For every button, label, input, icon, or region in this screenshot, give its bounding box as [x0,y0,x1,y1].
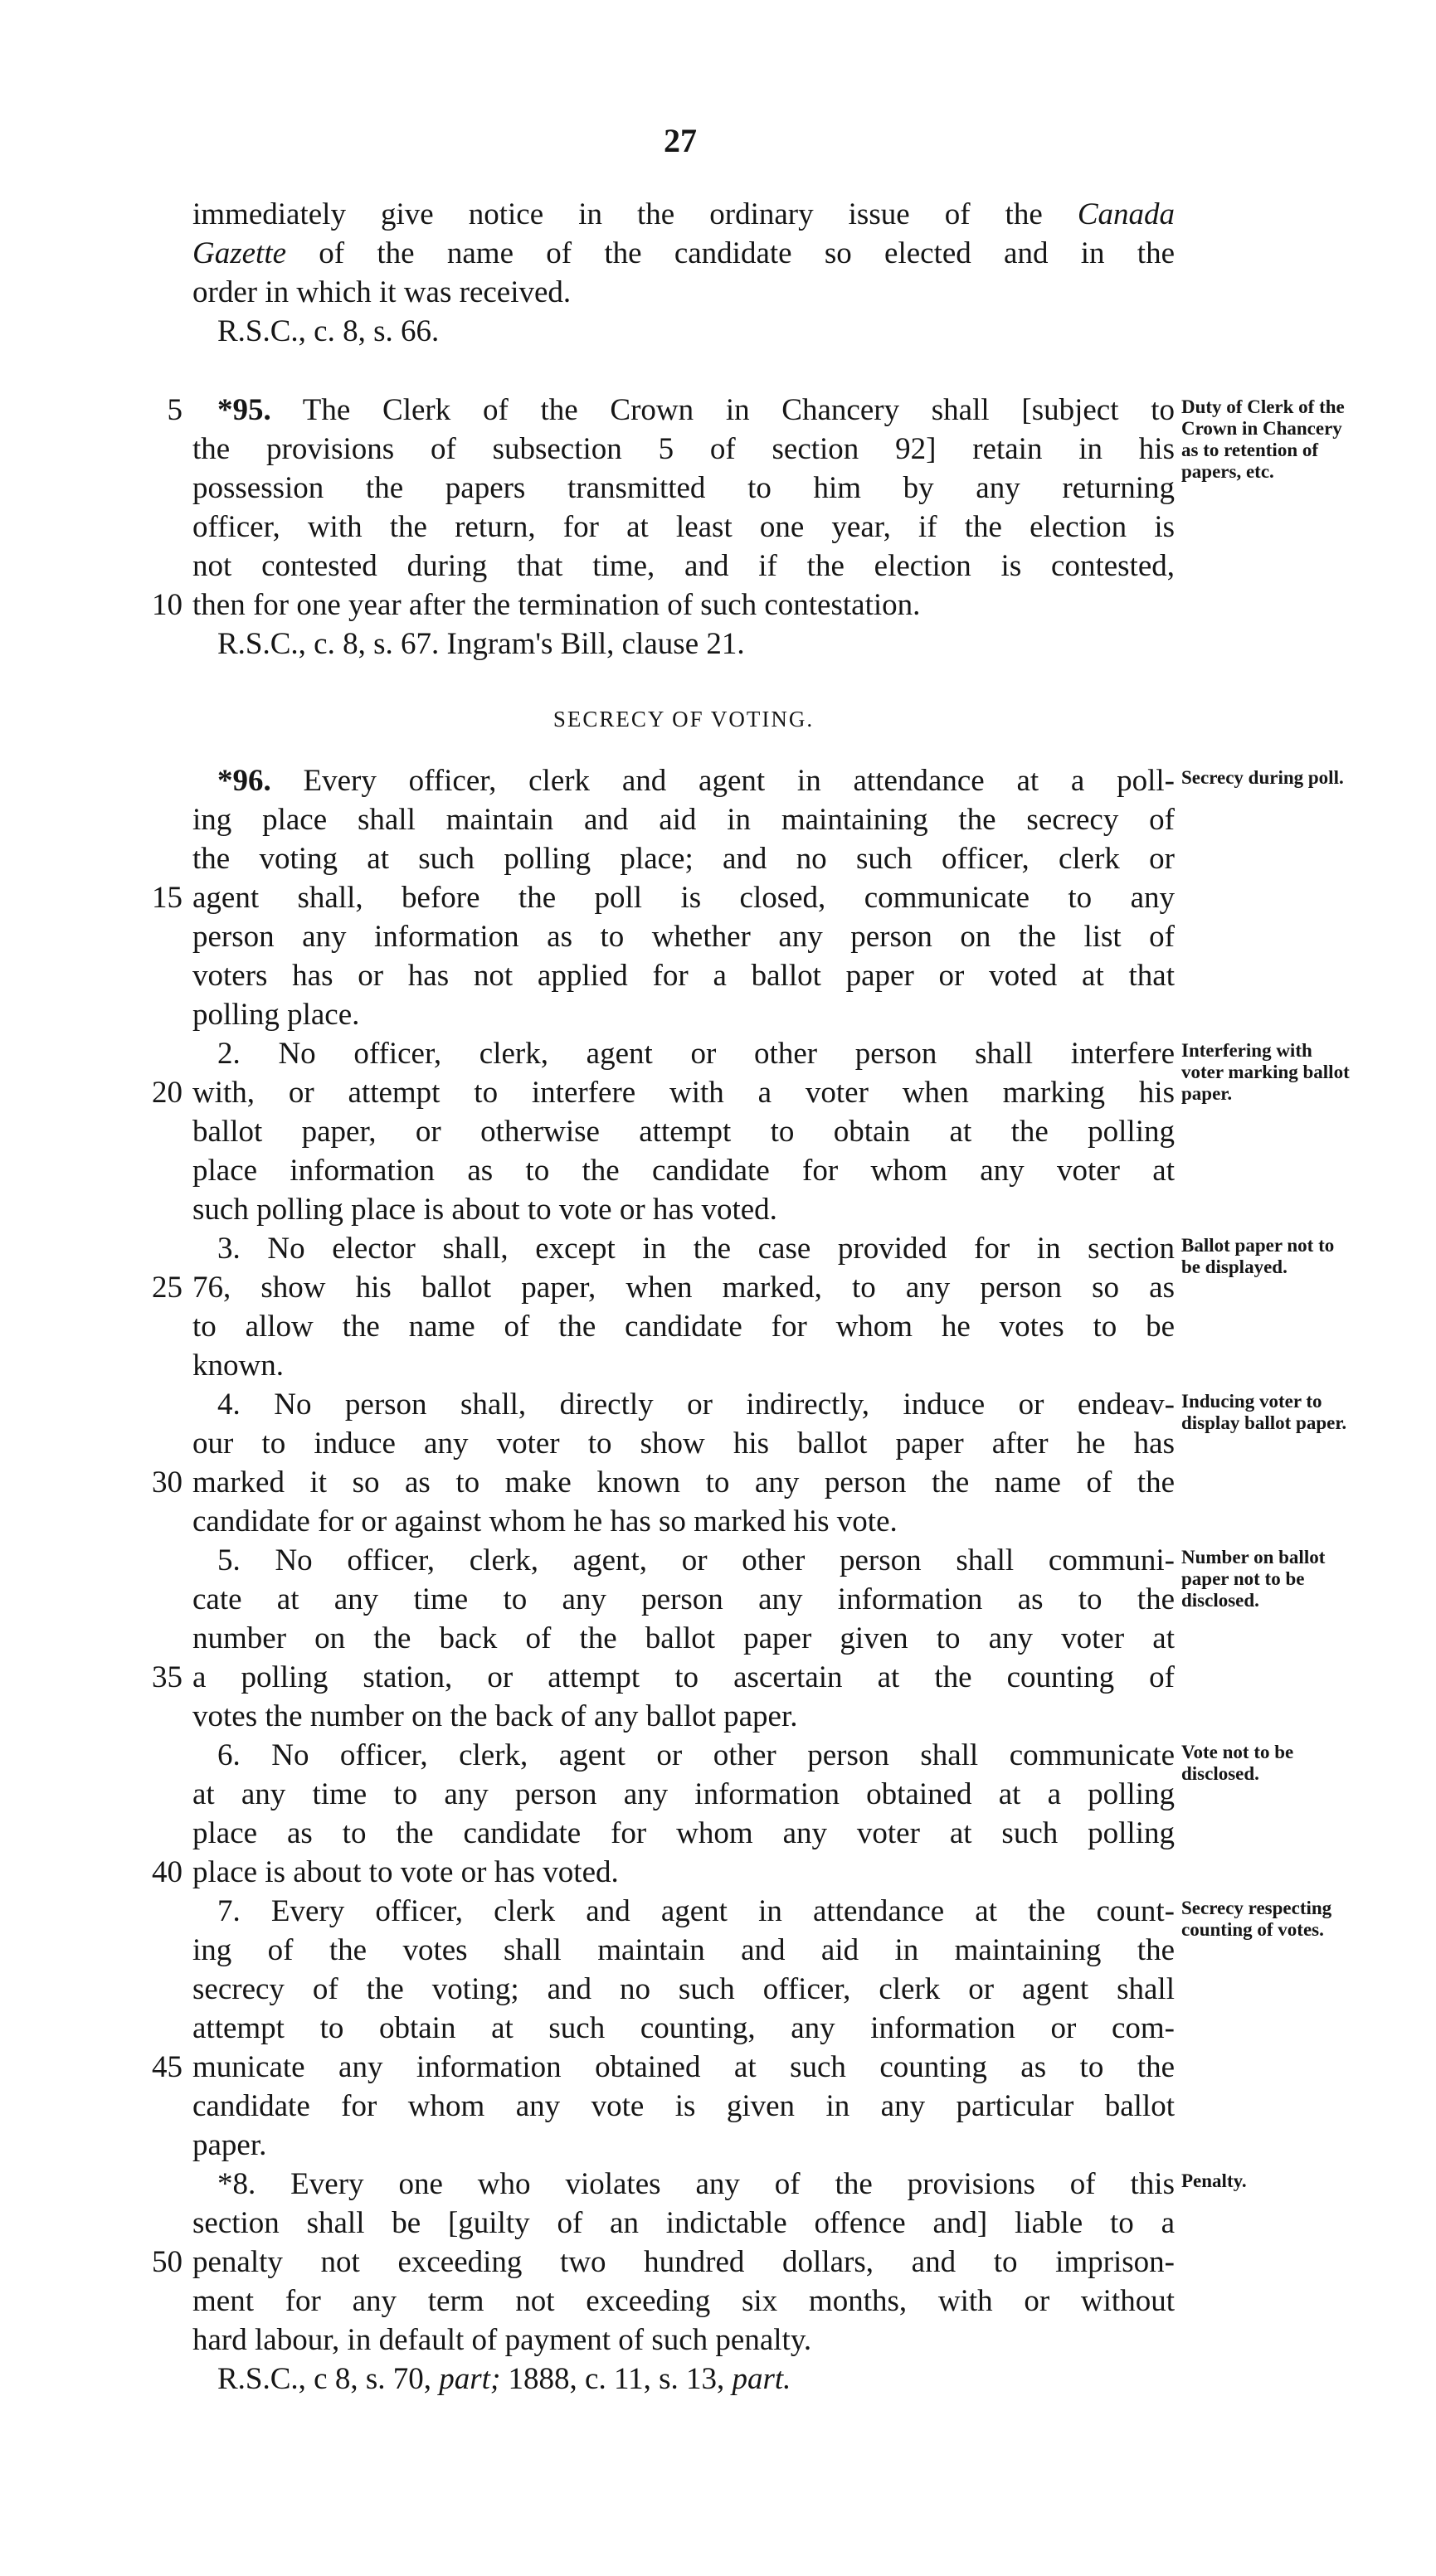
italic-text: part; [439,2362,501,2396]
text-run: votes the number on the back of any ballot paper. [192,1699,798,1733]
text-run: number on the back of the ballot paper given to any voter at [192,1621,1175,1655]
margin-note: Secrecy respecting counting of votes. [1181,1898,1332,1940]
text-line [192,2126,1175,2165]
margin-note: Inducing voter to display ballot paper. [1181,1391,1347,1433]
text-line [192,1931,1175,1970]
text-line [192,1424,1175,1463]
text-block-section-96 [192,761,1175,2399]
text-line [192,1346,1175,1385]
text-run: person any information as to whether any person on the list of [192,920,1175,954]
text-line [192,1307,1175,1346]
text-run: then for one year after the termination of such contestation. [192,588,921,622]
text-run: immediately give notice in the ordinary issue of the [192,197,1078,231]
text-run: ballot paper, or otherwise attempt to obtain at the polling [192,1115,1175,1149]
page-number: 27 [664,122,697,159]
text-line [192,234,1175,273]
text-run: possession the papers transmitted to him by any returning [192,471,1175,505]
line-number: 50 [152,2245,183,2279]
text-line [192,1502,1175,1541]
citation-line [192,2360,1175,2399]
text-line [192,273,1175,312]
line-number: 25 [152,1271,183,1305]
text-line [192,1190,1175,1229]
text-line [192,1775,1175,1814]
text-run: our to induce any voter to show his ballot paper after he has [192,1427,1175,1461]
line-number: 15 [152,881,183,915]
text-run: the provisions of subsection 5 of section 92] retain in his [192,432,1175,466]
text-run: of the name of the candidate so elected and in the [286,236,1175,270]
text-line [192,800,1175,839]
text-line [192,1541,1175,1580]
text-run: the voting at such polling place; and no such officer, clerk or [192,842,1175,876]
text-line [192,1151,1175,1190]
text-run: ing place shall maintain and aid in maintaining the secrecy of [192,803,1175,837]
text-line [192,1892,1175,1931]
text-line [192,2204,1175,2243]
text-run: to allow the name of the candidate for whom he votes to be [192,1310,1175,1344]
text-run: order in which it was received. [192,275,572,309]
text-run: municate any information obtained at such counting as to the [192,2050,1175,2084]
text-run: 76, show his ballot paper, when marked, to any person so as [192,1271,1175,1305]
text-line [192,839,1175,878]
text-line [192,2282,1175,2321]
text-run: place information as to the candidate for whom any voter at [192,1154,1175,1188]
text-run: polling place. [192,998,360,1032]
text-line [192,1580,1175,1619]
text-run: R.S.C., c. 8, s. 67. Ingram's Bill, clause 21. [217,627,745,661]
text-run: 3. No elector shall, except in the case provided for in section [217,1232,1175,1266]
text-line [192,1229,1175,1268]
margin-note: Interfering with voter marking ballot paper. [1181,1040,1350,1104]
text-run: cate at any time to any person any information as to the [192,1582,1175,1616]
section-heading: SECRECY OF VOTING. [552,707,815,731]
text-line [192,917,1175,956]
text-run: ment for any term not exceeding six months, with or without [192,2284,1175,2318]
text-line [192,508,1175,547]
text-run: attempt to obtain at such counting, any information or com- [192,2011,1175,2045]
text-line [192,761,1175,800]
line-number: 40 [152,1855,183,1889]
text-line [192,878,1175,917]
text-run: a polling station, or attempt to ascertain at the counting of [192,1660,1175,1694]
text-line [192,586,1175,625]
text-block-continuation [192,195,1175,351]
text-line [192,391,1175,430]
text-line [192,547,1175,586]
text-run: 7. Every officer, clerk and agent in attendance at the count- [217,1894,1175,1928]
text-run: with, or attempt to interfere with a voter when marking his [192,1076,1175,1110]
text-run: *8. Every one who violates any of the provisions of this [217,2167,1175,2201]
text-run: known. [192,1349,284,1383]
text-line [192,2048,1175,2087]
margin-note: Number on ballot paper not to be disclosed. [1181,1547,1326,1611]
margin-note: Duty of Clerk of the Crown in Chancery as to retention of papers, etc. [1181,396,1345,482]
text-line [192,995,1175,1034]
text-line [192,195,1175,234]
text-run: voters has or has not applied for a ballot paper or voted at that [192,959,1175,993]
text-run: hard labour, in default of payment of such penalty. [192,2323,812,2357]
text-run: not contested during that time, and if the election is contested, [192,549,1175,583]
citation-line [192,312,1175,351]
text-run: agent shall, before the poll is closed, communicate to any [192,881,1175,915]
text-run: R.S.C., c 8, s. 70, [217,2362,440,2396]
text-line [192,2243,1175,2282]
text-line [192,1658,1175,1697]
text-run: 2. No officer, clerk, agent or other person shall interfere [217,1037,1175,1071]
line-number: 30 [152,1465,183,1499]
text-line [192,469,1175,508]
text-run: Every officer, clerk and agent in attendance at a poll- [270,764,1175,798]
text-line [192,1619,1175,1658]
text-line [192,1736,1175,1775]
margin-note: Vote not to be disclosed. [1181,1742,1294,1784]
text-run: at any time to any person any information obtained at a polling [192,1777,1175,1811]
text-run: 1888, c. 11, s. 13, [500,2362,733,2396]
text-line [192,2087,1175,2126]
margin-note: Penalty. [1181,2170,1247,2191]
section-number: *95. [217,393,271,427]
line-number: 45 [152,2050,183,2084]
text-line [192,1034,1175,1073]
margin-note: Ballot paper not to be displayed. [1181,1235,1335,1277]
text-line [192,2165,1175,2204]
text-run: paper. [192,2128,267,2162]
text-run: secrecy of the voting; and no such officer, clerk or agent shall [192,1972,1175,2006]
text-line [192,1970,1175,2009]
text-run: The Clerk of the Crown in Chancery shall [subject to [270,393,1175,427]
text-run: such polling place is about to vote or has voted. [192,1193,777,1227]
text-line [192,2009,1175,2048]
italic-text: Canada [1077,197,1175,231]
italic-text: Gazette [192,236,287,270]
text-run: penalty not exceeding two hundred dollars, and to imprison- [192,2245,1175,2279]
citation-line [192,625,1175,663]
line-number: 5 [167,393,183,427]
margin-note: Secrecy during poll. [1181,767,1344,788]
text-line [192,2321,1175,2360]
text-run: R.S.C., c. 8, s. 66. [217,314,440,348]
text-line [192,1268,1175,1307]
text-line [192,1697,1175,1736]
text-line [192,1463,1175,1502]
text-run: candidate for or against whom he has so marked his vote. [192,1504,898,1538]
text-line [192,1073,1175,1112]
text-run: section shall be [guilty of an indictable offence and] liable to a [192,2206,1175,2240]
text-line [192,1853,1175,1892]
text-block-section-95 [192,391,1175,663]
text-run: marked it so as to make known to any person the name of the [192,1465,1175,1499]
text-line [192,1814,1175,1853]
text-run: 4. No person shall, directly or indirectly, induce or endeav- [217,1388,1175,1422]
text-run: officer, with the return, for at least one year, if the election is [192,510,1175,544]
text-run: candidate for whom any vote is given in any particular ballot [192,2089,1175,2123]
line-number: 35 [152,1660,183,1694]
text-run: place as to the candidate for whom any voter at such polling [192,1816,1175,1850]
text-run: place is about to vote or has voted. [192,1855,619,1889]
text-run: 5. No officer, clerk, agent, or other person shall communi- [217,1543,1175,1577]
text-run: ing of the votes shall maintain and aid in maintaining the [192,1933,1175,1967]
line-number: 20 [152,1076,183,1110]
italic-text: part. [732,2362,791,2396]
text-run: 6. No officer, clerk, agent or other person shall communicate [217,1738,1175,1772]
text-line [192,956,1175,995]
text-line [192,1385,1175,1424]
text-line [192,430,1175,469]
section-number: *96. [217,764,271,798]
text-line [192,1112,1175,1151]
line-number: 10 [152,588,183,622]
